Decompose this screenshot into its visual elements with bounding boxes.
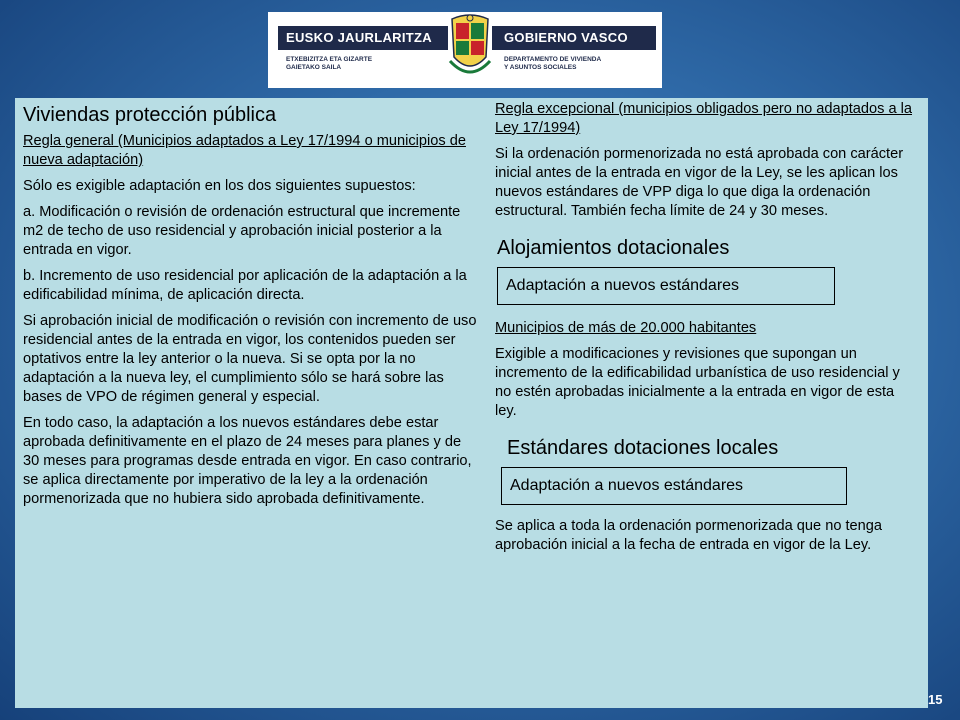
- left-column: [23, 102, 478, 516]
- paragraph: Exigible a modificaciones y revisiones que supongan un incremento de la edificabilidad urbanística de uso residencial y no estén aprobadas inicialmente a la entrada en vigor de esta ley.: [495, 346, 900, 419]
- paragraph: a. Modificación o revisión de ordenación estructural que incremente m2 de techo de uso residencial y aprobación inicial posterior a la entrada en vigor.: [23, 204, 461, 258]
- government-logo: [268, 12, 662, 88]
- alojamientos-title: Alojamientos dotacionales: [497, 237, 730, 259]
- right-column: [495, 100, 915, 562]
- alojamientos-box: Adaptación a nuevos estándares: [497, 267, 835, 305]
- coat-of-arms-icon: [446, 13, 494, 85]
- logo-spanish-name: GOBIERNO VASCO: [492, 26, 656, 50]
- content-panel: [15, 98, 928, 708]
- estandares-title: Estándares dotaciones locales: [507, 437, 779, 459]
- logo-spanish-department: DEPARTAMENTO DE VIVIENDA Y ASUNTOS SOCIALES: [504, 56, 602, 71]
- page-number: 15: [928, 692, 943, 707]
- paragraph: Si la ordenación pormenorizada no está aprobada con carácter inicial antes de la entrada en vigor de la Ley, se les aplican los nuevos estándares de VPP diga lo que diga la ordenación estructural. También fecha límite de 24 y 30 meses.: [495, 146, 904, 219]
- municipios-heading: Municipios de más de 20.000 habitantes: [495, 320, 757, 336]
- paragraph: Si aprobación inicial de modificación o revisión con incremento de uso residencial antes de la entrada en vigor, los contenidos pueden ser optativos entre la ley anterior o la nueva. Si se opta por la no adaptación a la nueva ley, el cumplimiento sólo se hará sobre las bases de VPO de régimen general y especial.: [23, 313, 477, 405]
- logo-basque-department: ETXEBIZITZA ETA GIZARTE GAIETAKO SAILA: [286, 56, 373, 71]
- paragraph: Sólo es exigible adaptación en los dos siguientes supuestos:: [23, 178, 416, 194]
- logo-basque-name: EUSKO JAURLARITZA: [278, 26, 448, 50]
- regla-general: Regla general (Municipios adaptados a Ley 17/1994 o municipios de nueva adaptación): [23, 133, 466, 168]
- paragraph: Se aplica a toda la ordenación pormenorizada que no tenga aprobación inicial a la fecha de entrada en vigor de la Ley.: [495, 518, 883, 553]
- regla-excepcional: Regla excepcional (municipios obligados pero no adaptados a la Ley 17/1994): [495, 101, 913, 136]
- paragraph: En todo caso, la adaptación a los nuevos estándares debe estar aprobada definitivamente en el plazo de 24 meses para planes y de 30 meses para programas desde entrada en vigor. En caso contrario, se aplica directamente por imperativo de la ley a la ordenación pormenorizada que no hubiera sido aprobada definitivamente.: [23, 415, 472, 507]
- paragraph: b. Incremento de uso residencial por aplicación de la adaptación a la edificabilidad mínima, de aplicación directa.: [23, 268, 467, 303]
- vpp-title: Viviendas protección pública: [23, 104, 277, 126]
- estandares-box: Adaptación a nuevos estándares: [501, 467, 847, 505]
